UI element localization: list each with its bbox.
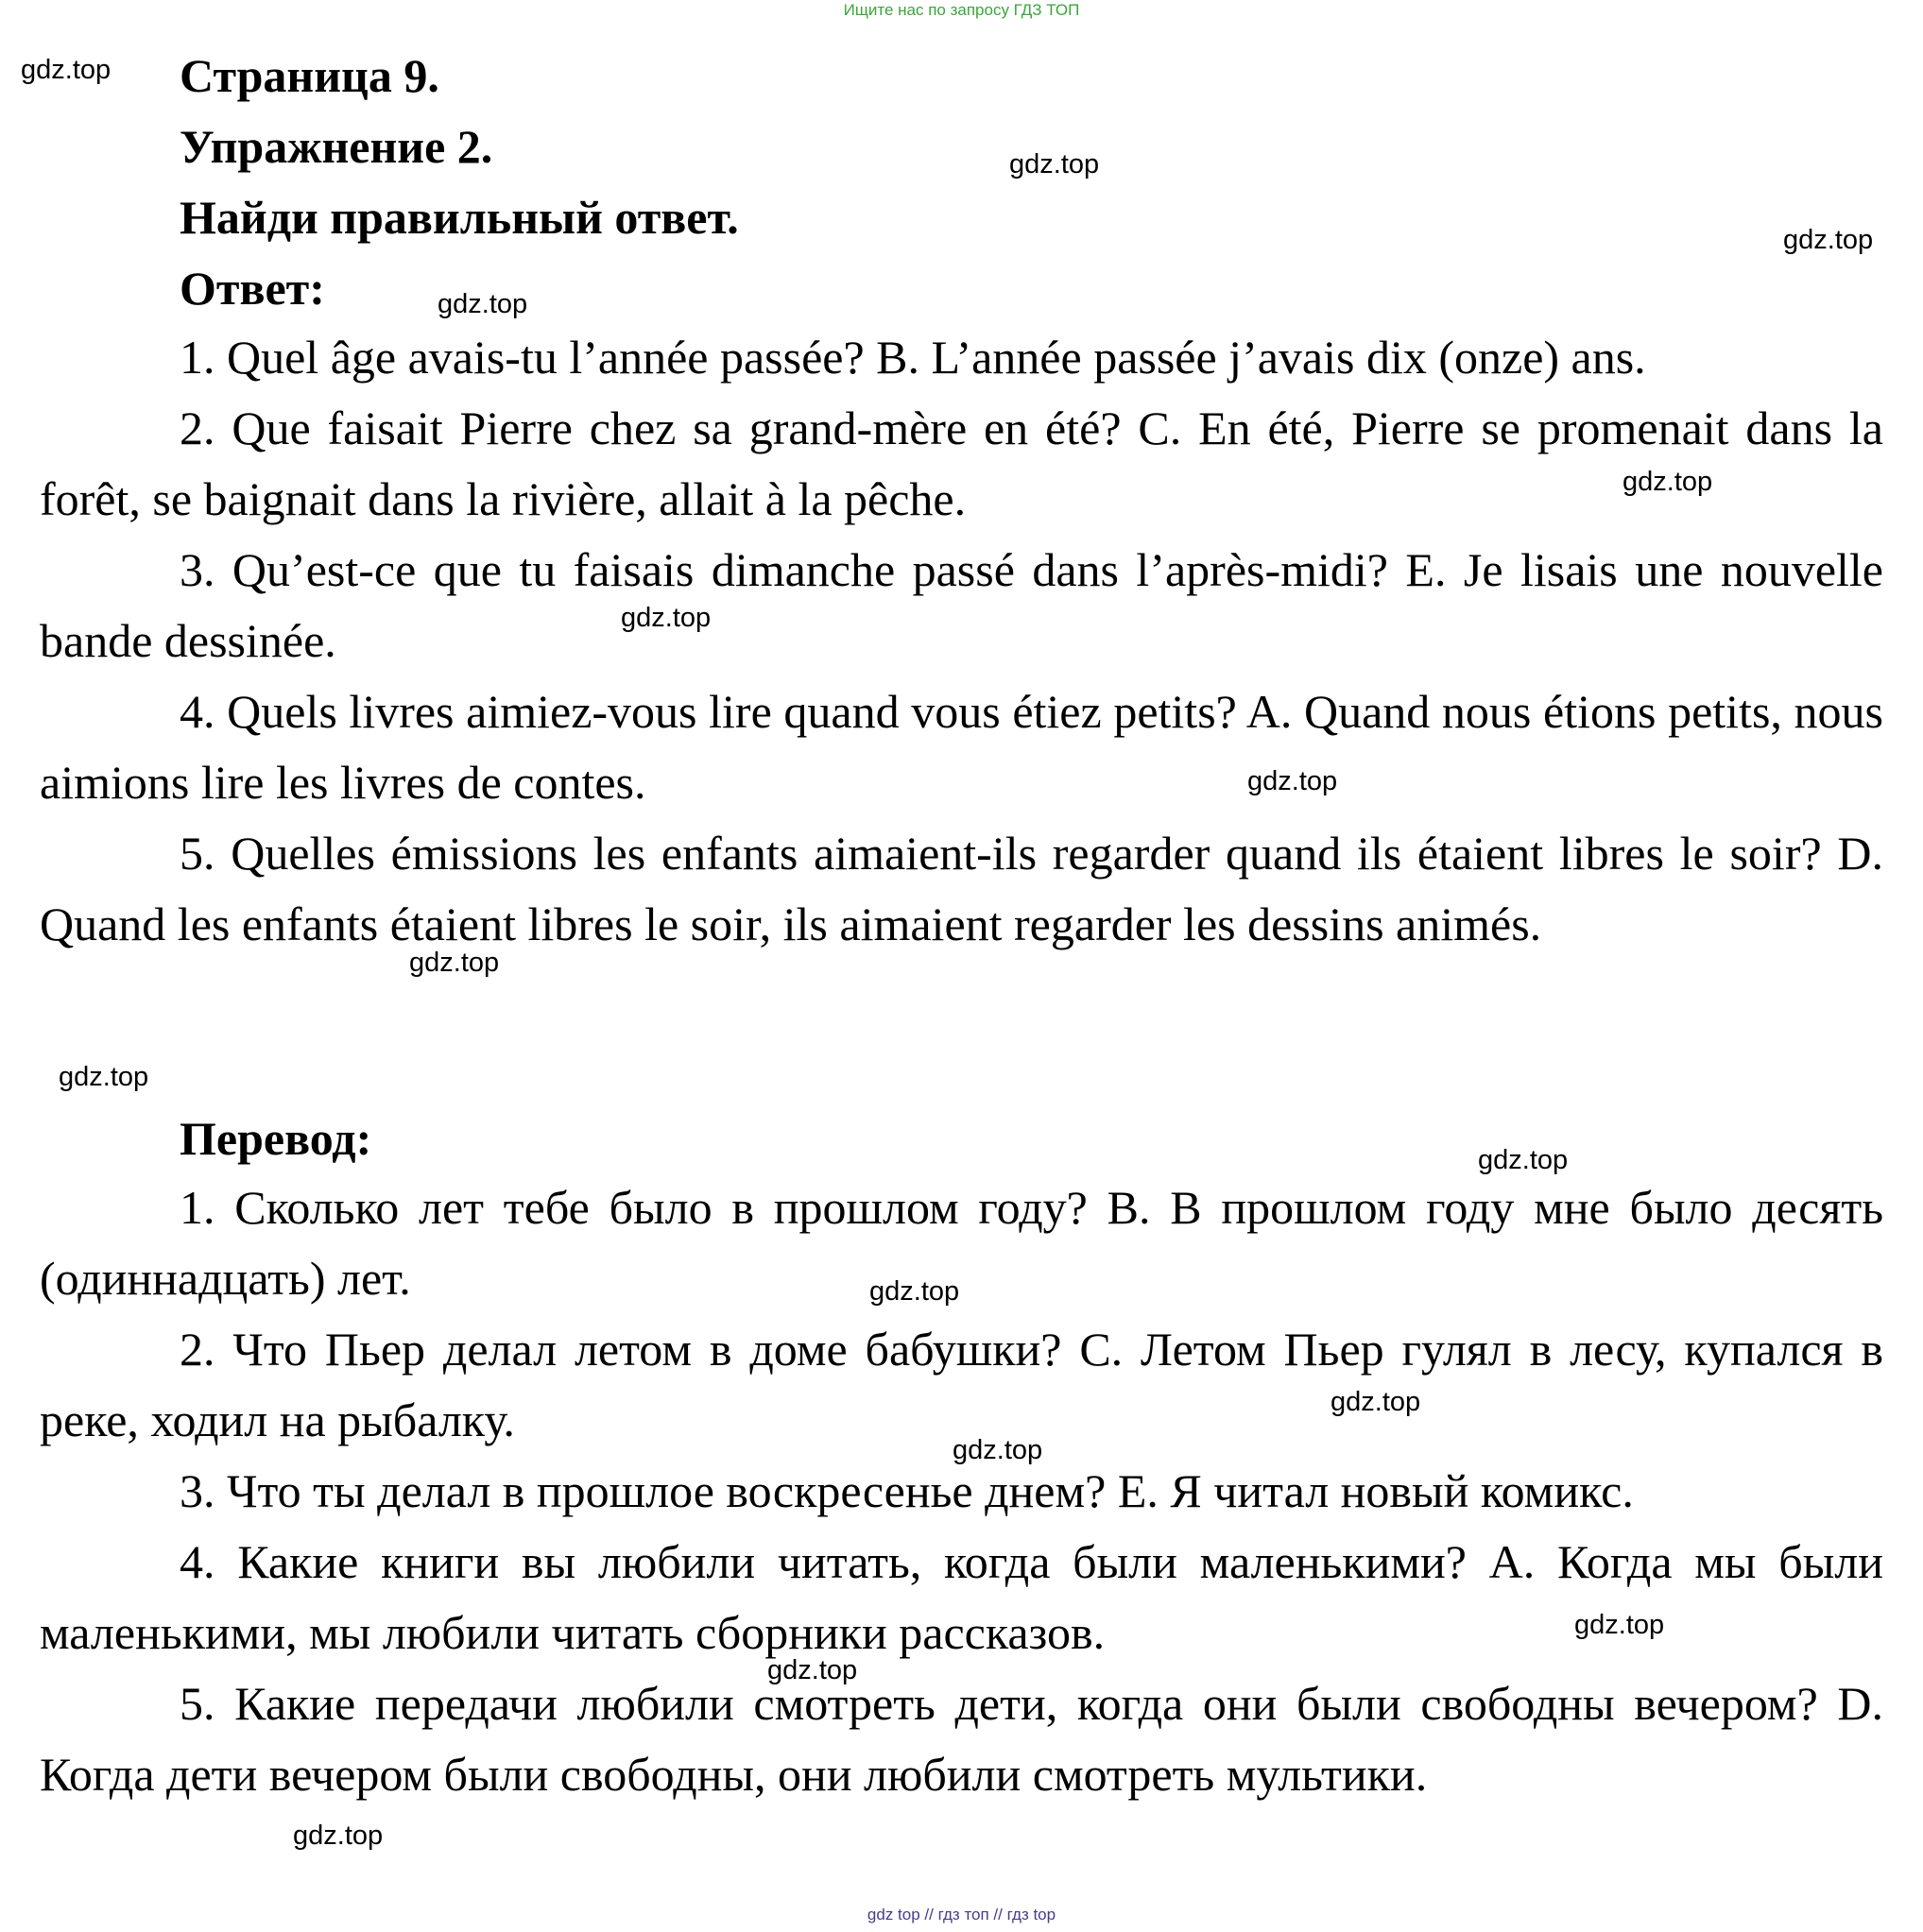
translation-5: 5. Какие передачи любили смотреть дети, когда они были свободны вечером? D. Когда дети вечером были свободны, они любили смотреть мультики. — [40, 1677, 1883, 1801]
watermark: gdz.top — [59, 1062, 149, 1092]
task-title: Найди правильный ответ. — [180, 191, 739, 244]
watermark: gdz.top — [1331, 1387, 1421, 1417]
answer-4: 4. Quels livres aimiez-vous lire quand vous étiez petits? A. Quand nous étions petits, nous aimions lire les livres de contes. — [40, 685, 1883, 809]
answer-1: 1. Quel âge avais-tu l’année passée? B. L’année passée j’avais dix (onze) ans. — [180, 331, 1646, 384]
page-title: Страница 9. — [180, 49, 439, 102]
watermark: gdz.top — [438, 289, 528, 319]
translation-1: 1. Сколько лет тебе было в прошлом году? B. В прошлом году мне было десять (одиннадцать) лет. — [40, 1181, 1883, 1305]
watermark: gdz.top — [1574, 1610, 1665, 1640]
watermark: gdz.top — [953, 1435, 1043, 1465]
watermark: gdz.top — [869, 1276, 960, 1307]
answer-2: 2. Que faisait Pierre chez sa grand-mère en été? C. En été, Pierre se promenait dans la forêt, se baignait dans la rivière, allait à la pêche. — [40, 402, 1883, 525]
watermark: gdz.top — [409, 948, 500, 978]
translation-heading: Перевод: — [180, 1112, 372, 1165]
bottom-banner: gdz top // гдз топ // гдз top — [867, 1906, 1056, 1923]
answer-heading: Ответ: — [180, 262, 325, 315]
watermark: gdz.top — [1478, 1145, 1569, 1175]
watermark: gdz.top — [767, 1655, 858, 1685]
exercise-title: Упражнение 2. — [180, 120, 493, 173]
answer-5: 5. Quelles émissions les enfants aimaient-ils regarder quand ils étaient libres le soir? D. Quand les enfants étaient libres le soir, ils aimaient regarder les dessins animés. — [40, 827, 1883, 950]
answer-3: 3. Qu’est-ce que tu faisais dimanche passé dans l’après-midi? E. Je lisais une nouvelle bande dessinée. — [40, 543, 1883, 667]
watermark: gdz.top — [1623, 467, 1713, 497]
watermark: gdz.top — [621, 603, 712, 633]
watermark: gdz.top — [1009, 149, 1100, 180]
watermark: gdz.top — [293, 1821, 384, 1851]
top-banner: Ищите нас по запросу ГДЗ ТОП — [843, 1, 1080, 19]
translation-4: 4. Какие книги вы любили читать, когда были маленькими? A. Когда мы были маленькими, мы любили читать сборники рассказов. — [40, 1535, 1883, 1659]
translation-2: 2. Что Пьер делал летом в доме бабушки? C. Летом Пьер гулял в лесу, купался в реке, ходил на рыбалку. — [40, 1323, 1883, 1446]
watermark: gdz.top — [21, 55, 112, 85]
watermark: gdz.top — [1783, 225, 1874, 255]
translation-3: 3. Что ты делал в прошлое воскресенье днем? E. Я читал новый комикс. — [180, 1464, 1634, 1517]
watermark: gdz.top — [1247, 766, 1338, 796]
